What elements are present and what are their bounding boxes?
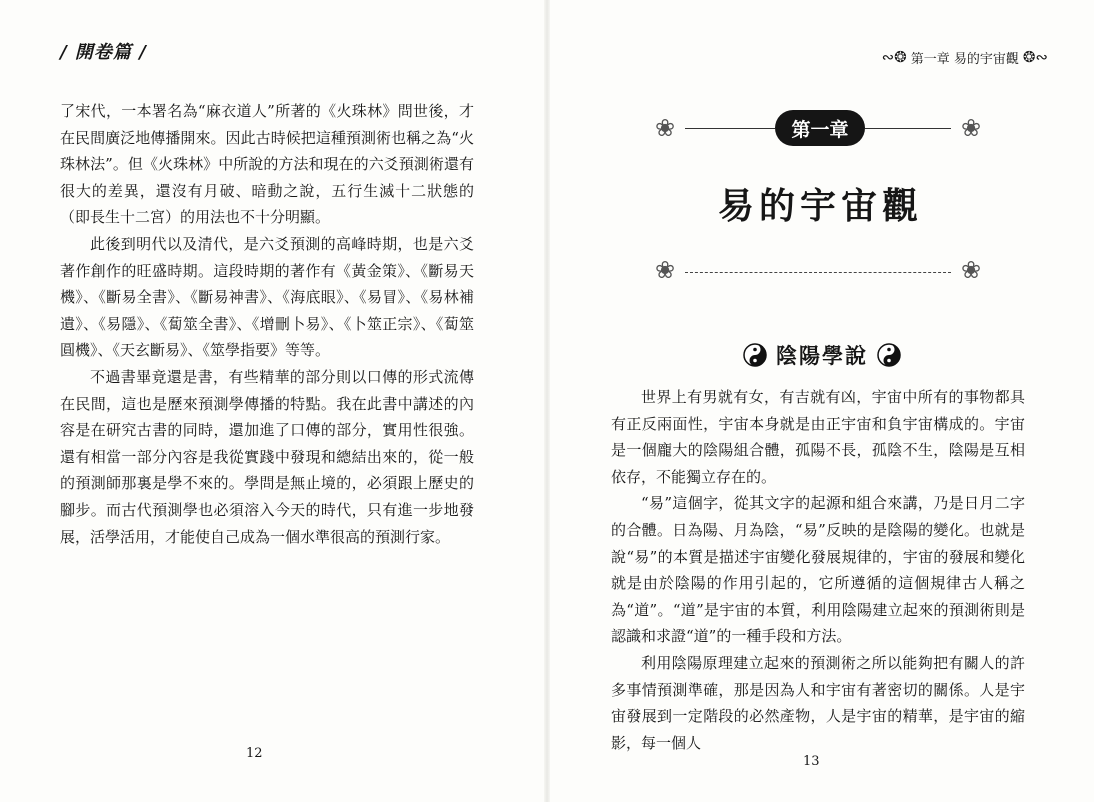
chapter-rule-right bbox=[865, 128, 951, 129]
floral-ornament-icon: ❀ bbox=[654, 114, 676, 142]
paragraph: “易”這個字，從其文字的起源和組合來講，乃是日月二字的合體。日為陽、月為陰，“易”反映的是陰陽的變化。也就是說“易”的本質是描述宇宙變化發展規律的，宇宙的發展和變化就是由於陰陽的作用引起的，它所遵循的這個規律古人稱之為“道”。“道”是宇宙的本質，利用陰陽建立起來的預測術則是認識和求證“道”的一種手段和方法。 bbox=[611, 494, 1025, 646]
page-number-right: 13 bbox=[803, 754, 820, 769]
running-head-text: 第一章 易的宇宙觀 bbox=[910, 52, 1019, 67]
left-body-text bbox=[60, 98, 474, 550]
yin-yang-icon bbox=[876, 342, 902, 368]
right-page bbox=[547, 0, 1094, 802]
floral-ornament-icon: ❀ bbox=[654, 256, 676, 284]
section-title-text: 陰陽學說 bbox=[776, 343, 868, 368]
chapter-badge: 第一章 bbox=[775, 110, 865, 146]
cloud-ornament-icon: ∾❂ bbox=[881, 48, 907, 66]
paragraph: 此後到明代以及清代，是六爻預測的高峰時期，也是六爻著作創作的旺盛時期。這段時期的著作有《黃金策》、《斷易天機》、《斷易全書》、《斷易神書》、《海底眼》、《易冒》、《易林補遺》、《易隱》、《蔔筮全書》、《增刪卜易》、《卜筮正宗》、《蔔筮圓機》、《天玄斷易》、《筮學指要》等等。 bbox=[60, 234, 474, 360]
running-head-right bbox=[882, 48, 1048, 67]
cloud-ornament-icon: ❂∾ bbox=[1022, 48, 1048, 66]
running-head-left: / 開卷篇 / bbox=[60, 42, 147, 63]
paragraph: 利用陰陽原理建立起來的預測術之所以能夠把有關人的許多事情預測準確，那是因為人和宇宙有著密切的關係。人是宇宙發展到一定階段的必然產物，人是宇宙的精華，是宇宙的縮影，每一個人 bbox=[611, 653, 1025, 752]
chapter-title: 易的宇宙觀 bbox=[717, 185, 923, 227]
yin-yang-icon bbox=[742, 342, 768, 368]
paragraph: 世界上有男就有女，有吉就有凶，宇宙中所有的事物都具有正反兩面性，宇宙本身就是由正宇宙和負宇宙構成的。宇宙是一個龐大的陰陽組合體，孤陽不長，孤陰不生，陰陽是互相依存，不能獨立存在的。 bbox=[611, 388, 1025, 486]
floral-ornament-icon: ❀ bbox=[960, 114, 982, 142]
paragraph: 不過書畢竟還是書，有些精華的部分則以口傳的形式流傳在民間，這也是歷來預測學傳播的特點。我在此書中講述的內容是在研究古書的同時，還加進了口傳的部分，實用性很強。還有相當一部分內容是我從實踐中發現和總結出來的，從一般的預測師那裏是學不來的。學問是無止境的，必須跟上歷史的腳步。而古代預測學也必須溶入今天的時代，只有進一步地發展，活學活用，才能使自己成為一個水準很高的預測行家。 bbox=[60, 367, 474, 546]
section-title bbox=[727, 340, 917, 370]
paragraph: 了宋代，一本署名為“麻衣道人”所著的《火珠林》問世後，才在民間廣泛地傳播開來。因此古時候把這種預測術也稱之為“火珠林法”。但《火珠林》中所說的方法和現在的六爻預測術還有很大的差異，還沒有月破、暗動之說，五行生滅十二狀態的（即長生十二宮）的用法也不十分明顯。 bbox=[60, 102, 474, 227]
page-number-left: 12 bbox=[246, 746, 263, 761]
title-rule bbox=[685, 272, 951, 273]
right-body-text bbox=[611, 384, 1025, 756]
chapter-rule-left bbox=[685, 128, 775, 129]
floral-ornament-icon: ❀ bbox=[960, 256, 982, 284]
